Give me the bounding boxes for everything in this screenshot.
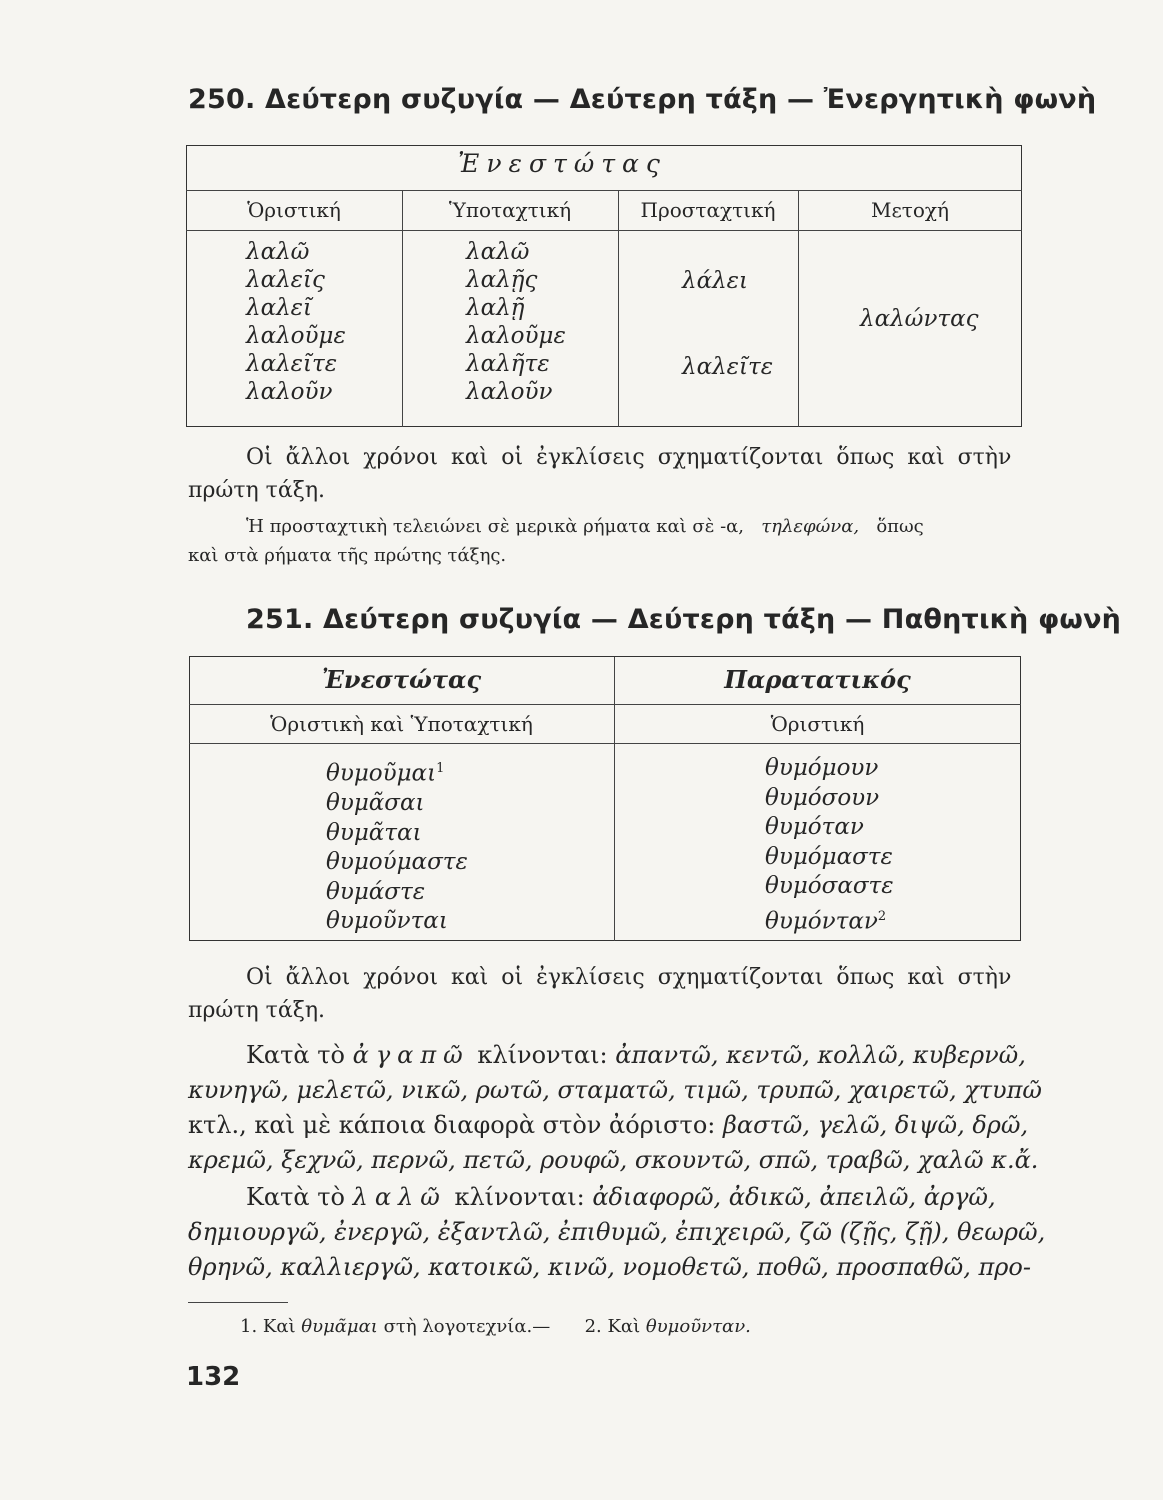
note-example-word: τηλεφώνα, [761,516,860,537]
verb-form: λαλεῖτε [246,351,338,377]
note-text: ὅπως [876,516,924,537]
intro-text: Κατὰ τὸ [246,1041,345,1069]
table-250-rule [186,230,1022,231]
verb-form [326,754,468,789]
intro-text: κλίνονται: [477,1041,608,1069]
lalo-paragraph-line [188,1215,1045,1250]
verb-form: θυμόσουν [765,784,880,811]
verb-form: θυμόμαστε [765,843,893,870]
verb-list: κρεμῶ, ξεχνῶ, περνῶ, πετῶ, ρουφῶ, σκουντῶ, σπῶ, τραβῶ, χαλῶ κ.ἄ. [188,1146,1039,1174]
table-250-rule [402,191,403,427]
column-subtitle: Ὁριστική [770,712,865,736]
agapo-paragraph-line [188,1073,1042,1108]
paragraph-text: κτλ., καὶ μὲ κάποια διαφορὰ στὸν ἀόριστο: [188,1111,716,1139]
page-number: 132 [186,1362,241,1392]
note-paragraph: Οἱ ἄλλοι χρόνοι καὶ οἱ ἐγκλίσεις σχηματίζονται ὅπως καὶ στὴν [246,445,1012,470]
footnote-word: θυμᾶμαι [301,1316,378,1337]
lalo-paragraph-line [188,1250,1031,1285]
section-251-heading: 251. Δεύτερη συζυγία — Δεύτερη τάξη — Παθητικὴ φωνὴ [246,604,1122,635]
model-verb: λαλῶ [352,1183,447,1211]
verb-list: ἀπαντῶ, κεντῶ, κολλῶ, κυβερνῶ, [615,1041,1026,1069]
intro-text: κλίνονται: [454,1183,585,1211]
verb-list: βαστῶ, γελῶ, διψῶ, δρῶ, [723,1111,1029,1139]
table-251-rule [189,704,1021,705]
verb-list: κυνηγῶ, μελετῶ, νικῶ, ρωτῶ, σταματῶ, τιμῶ, τρυπῶ, χαιρετῶ, χτυπῶ [188,1076,1042,1104]
note-text: Ἡ προσταχτικὴ τελειώνει σὲ μερικὰ ρήματα καὶ σὲ -α, [246,516,745,537]
note-paragraph: πρώτη τάξη. [188,998,325,1023]
verb-form: λαλεῖς [246,267,325,293]
footnote-marker: 2 [877,908,887,924]
table-251-rule [614,657,615,941]
verb-form-text: θυμόνταν [765,908,878,935]
footnote-text: 2. Καὶ [584,1316,641,1337]
column-title: Παρατατικός [724,665,911,694]
verb-list: δημιουργῶ, ἐνεργῶ, ἐξαντλῶ, ἐπιθυμῶ, ἐπιχειρῶ, ζῶ (ζῇς, ζῇ), θεωρῶ, [188,1218,1046,1246]
verb-form: θυμόταν [765,814,864,840]
intro-text: Κατὰ τὸ [246,1183,345,1211]
verb-form: θυμᾶται [326,819,422,846]
section-250-heading: 250. Δεύτερη συζυγία — Δεύτερη τάξη — Ἐνεργητικὴ φωνὴ [188,84,1097,115]
verb-form: θυμᾶσαι [326,790,425,817]
verb-form: λαλοῦν [466,379,553,405]
enestotas-forms [326,754,468,937]
footnote-text: στὴ λογοτεχνία.— [383,1316,551,1337]
footnote-word: θυμοῦνταν. [645,1316,751,1337]
verb-form: λαλοῦν [246,379,333,405]
oristiki-forms [246,238,346,406]
footnotes [240,1316,751,1337]
verb-form: λαλεῖ [246,295,313,321]
verb-form: θυμοῦνται [326,908,448,935]
column-title: Ἐνεστώτας [321,665,482,694]
verb-form: λαλῇ [466,295,525,321]
table-250-title: Ἐνεστώτας [458,149,667,178]
agapo-paragraph-line [188,1108,1028,1143]
verb-form: λαλοῦμε [246,323,346,349]
verb-form: λαλῆτε [466,351,550,377]
table-251-rule [189,743,1021,744]
agapo-paragraph-line [188,1143,1038,1178]
table-250-rule [186,190,1022,191]
verb-list: θρηνῶ, καλλιεργῶ, κατοικῶ, κινῶ, νομοθετῶ, ποθῶ, προσπαθῶ, προ- [188,1253,1031,1281]
verb-form-text: θυμοῦμαι [326,760,437,787]
table-250-rule [798,191,799,427]
lalo-paragraph-line [246,1180,996,1215]
verb-form: λαλῶ [246,239,310,265]
verb-form: λάλει [682,268,749,294]
column-header: Ὁριστική [247,198,341,222]
verb-form: λαλώντας [860,306,979,332]
verb-form: θυμόσαστε [765,873,894,899]
verb-list: ἀδιαφορῶ, ἀδικῶ, ἀπειλῶ, ἀργῶ, [592,1183,996,1211]
verb-form: θυμούμαστε [326,849,468,876]
model-verb: ἀγαπῶ [352,1041,470,1069]
verb-form: λαλῇς [466,267,538,293]
column-header: Μετοχή [870,198,950,222]
column-header: Ὑποταχτική [448,198,572,222]
verb-form: θυμόμουν [765,755,879,781]
ypotaktiki-forms [466,238,566,406]
column-header: Προσταχτική [640,198,776,222]
table-251 [189,656,1021,941]
verb-form [765,902,894,937]
table-250-rule [618,191,619,427]
paratatikos-forms [765,754,894,937]
note-paragraph-small: καὶ στὰ ρήματα τῆς πρώτης τάξης. [188,545,507,566]
verb-form: θυμάστε [326,878,426,905]
verb-form: λαλεῖτε [682,354,774,380]
agapo-paragraph-line [246,1038,1026,1073]
footnote-rule [188,1302,288,1303]
note-paragraph: Οἱ ἄλλοι χρόνοι καὶ οἱ ἐγκλίσεις σχηματίζονται ὅπως καὶ στὴν [246,965,1012,990]
footnote-1 [240,1316,550,1337]
note-paragraph: πρώτη τάξη. [188,478,325,503]
column-subtitle: Ὁριστικὴ καὶ Ὑποταχτική [270,712,533,736]
verb-form: λαλοῦμε [466,323,566,349]
footnote-2 [585,1316,751,1337]
verb-form: λαλῶ [466,239,530,265]
footnote-text: 1. Καὶ [240,1316,296,1337]
footnote-marker: 1 [436,761,445,776]
note-paragraph-small [246,512,924,541]
